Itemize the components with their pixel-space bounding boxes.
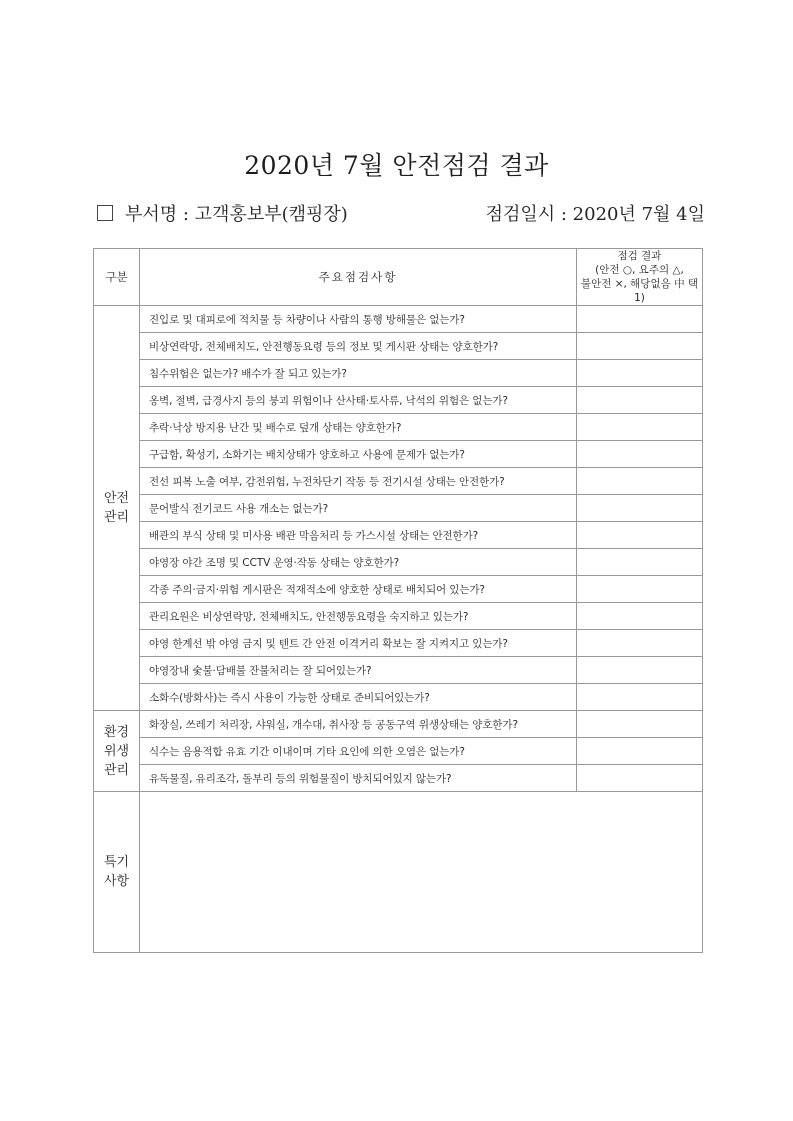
check-item: 옹벽, 절벽, 급경사지 등의 붕괴 위험이나 산사태·토사류, 낙석의 위험은 없는가?: [140, 387, 577, 414]
check-item: 전선 피복 노출 여부, 감전위험, 누전차단기 작동 등 전기시설 상태는 안전한가?: [140, 468, 577, 495]
result-cell[interactable]: [577, 441, 703, 468]
header-result: [577, 249, 703, 306]
check-item: 관리요원은 비상연락망, 전체배치도, 안전행동요령을 숙지하고 있는가?: [140, 603, 577, 630]
table-row: [94, 603, 703, 630]
result-cell[interactable]: [577, 738, 703, 765]
category-special-line1: 특기: [103, 855, 130, 870]
document-meta: [95, 200, 705, 228]
result-cell[interactable]: [577, 333, 703, 360]
table-row: [94, 333, 703, 360]
check-item: 소화수(방화사)는 즉시 사용이 가능한 상태로 준비되어있는가?: [140, 684, 577, 711]
page-title: 2020년 7월 안전점검 결과: [244, 151, 549, 180]
table-row: [94, 657, 703, 684]
header-result-line3: 불안전 ×, 해당없음 中 택1): [580, 278, 699, 304]
header-items: 주요점검사항: [140, 249, 577, 306]
result-cell[interactable]: [577, 711, 703, 738]
table-row: [94, 549, 703, 576]
result-cell[interactable]: [577, 630, 703, 657]
category-env-line2: 위생: [103, 743, 130, 759]
category-special-line2: 사항: [103, 874, 130, 889]
header-result-line1: 점검 결과: [617, 250, 662, 262]
category-safety: [94, 306, 140, 711]
result-cell[interactable]: [577, 306, 703, 333]
special-notes-field[interactable]: [140, 792, 703, 953]
check-item: 야영장내 숯불·담배불 잔불처리는 잘 되어있는가?: [140, 657, 577, 684]
check-item: 각종 주의·금지·위험 게시판은 적재적소에 양호한 상태로 배치되어 있는가?: [140, 576, 577, 603]
category-environment: [94, 711, 140, 792]
result-cell[interactable]: [577, 360, 703, 387]
inspection-date: 점검일시 : 2020년 7월 4일: [485, 204, 705, 225]
result-cell[interactable]: [577, 603, 703, 630]
check-item: 화장실, 쓰레기 처리장, 샤워실, 개수대, 취사장 등 공동구역 위생상태는 양호한가?: [140, 711, 577, 738]
table-row: [94, 765, 703, 792]
check-item: 침수위험은 없는가? 배수가 잘 되고 있는가?: [140, 360, 577, 387]
table-row: [94, 738, 703, 765]
table-row: [94, 468, 703, 495]
result-cell[interactable]: [577, 549, 703, 576]
result-cell[interactable]: [577, 387, 703, 414]
table-row: [94, 495, 703, 522]
table-row: [94, 522, 703, 549]
result-cell[interactable]: [577, 414, 703, 441]
result-cell[interactable]: [577, 522, 703, 549]
result-cell[interactable]: [577, 657, 703, 684]
table-header-row: [94, 249, 703, 306]
category-safety-line2: 관리: [103, 510, 130, 525]
result-cell[interactable]: [577, 684, 703, 711]
header-result-line2: (안전 ○, 요주의 △,: [595, 264, 684, 276]
result-cell[interactable]: [577, 576, 703, 603]
header-category: 구분: [94, 249, 140, 306]
department-line: [95, 200, 348, 226]
check-item: 구급함, 확성기, 소화기는 배치상태가 양호하고 사용에 문제가 없는가?: [140, 441, 577, 468]
table-row: [94, 630, 703, 657]
table-row: [94, 306, 703, 333]
check-item: 진입로 및 대피로에 적치물 등 차량이나 사람의 통행 방해물은 없는가?: [140, 306, 577, 333]
table-row: [94, 441, 703, 468]
checkbox-icon[interactable]: [97, 205, 113, 221]
table-row: [94, 360, 703, 387]
check-item: 식수는 음용적합 유효 기간 이내이며 기타 요인에 의한 오염은 없는가?: [140, 738, 577, 765]
category-env-line1: 환경: [103, 724, 130, 740]
table-row: [94, 711, 703, 738]
check-item: 추락·낙상 방지용 난간 및 배수로 덮개 상태는 양호한가?: [140, 414, 577, 441]
check-item: 야영 한계선 밖 야영 금지 및 텐트 간 안전 이격거리 확보는 잘 지켜지고 있는가?: [140, 630, 577, 657]
check-item: 비상연락망, 전체배치도, 안전행동요령 등의 정보 및 게시판 상태는 양호한가?: [140, 333, 577, 360]
inspection-table: [93, 248, 703, 953]
special-notes-row: [94, 792, 703, 953]
result-cell[interactable]: [577, 495, 703, 522]
category-special: [94, 792, 140, 953]
category-safety-line1: 안전: [103, 491, 130, 506]
table-row: [94, 414, 703, 441]
check-item: 배관의 부식 상태 및 미사용 배관 막음처리 등 가스시설 상태는 안전한가?: [140, 522, 577, 549]
table-row: [94, 387, 703, 414]
result-cell[interactable]: [577, 468, 703, 495]
check-item: 유독물질, 유리조각, 돌부리 등의 위험물질이 방치되어있지 않는가?: [140, 765, 577, 792]
table-row: [94, 684, 703, 711]
category-env-line3: 관리: [103, 762, 130, 778]
result-cell[interactable]: [577, 765, 703, 792]
department-text: 부서명 : 고객홍보부(캠핑장): [125, 204, 348, 225]
check-item: 야영장 야간 조명 및 CCTV 운영·작동 상태는 양호한가?: [140, 549, 577, 576]
table-row: [94, 576, 703, 603]
check-item: 문어발식 전기코드 사용 개소는 없는가?: [140, 495, 577, 522]
